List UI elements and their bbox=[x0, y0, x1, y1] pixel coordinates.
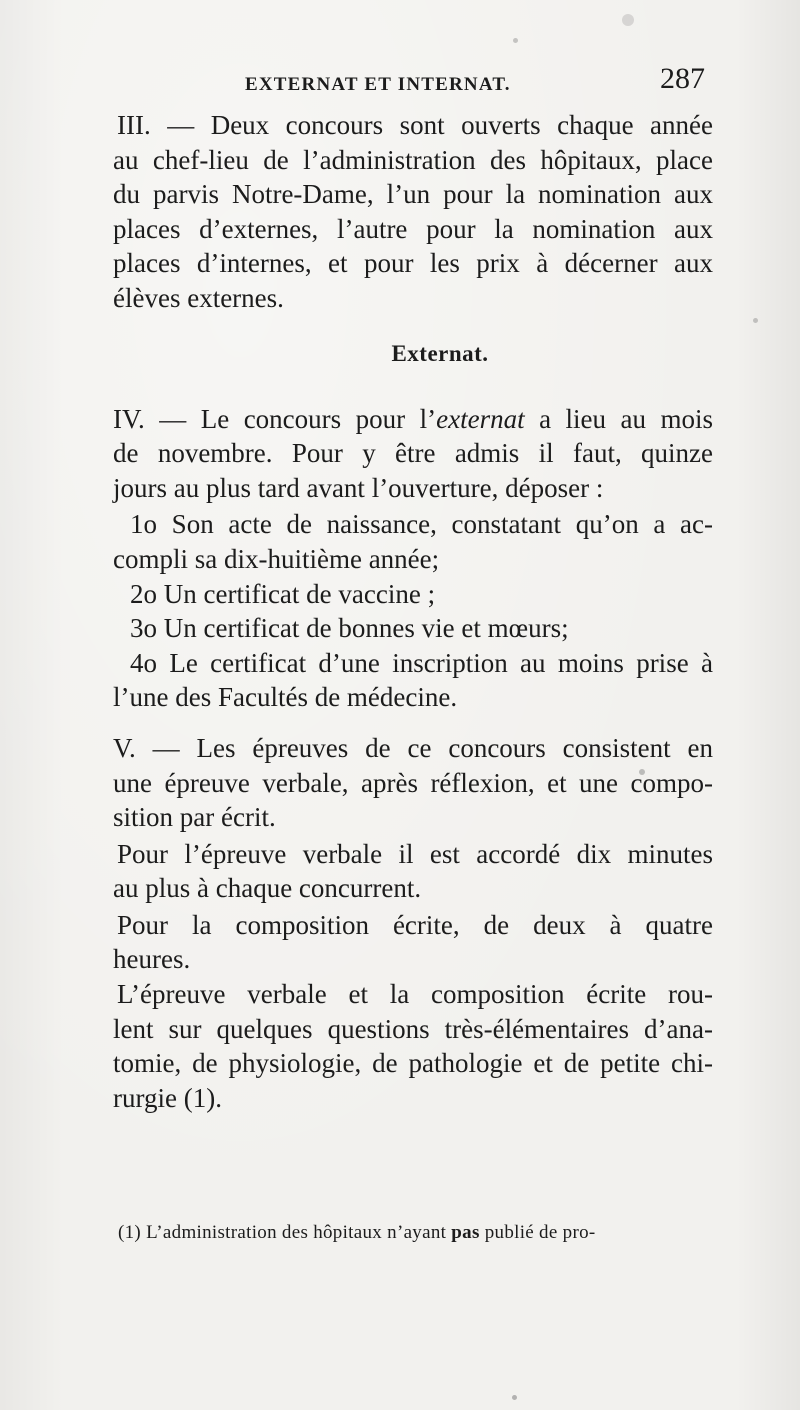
text-run: a lieu au mois bbox=[524, 403, 714, 434]
text-line: Pour la composition écrite, de deux à quatre bbox=[117, 909, 713, 940]
text-line: une épreuve verbale, après réflexion, et une compo- bbox=[113, 767, 713, 798]
ink-speck bbox=[753, 318, 758, 323]
text-line: heures. bbox=[113, 944, 191, 975]
text-line: rurgie (1). bbox=[113, 1082, 222, 1113]
text-line: places d’internes, et pour les prix à décerner aux bbox=[113, 248, 713, 279]
list-item: 3o Un certificat de bonnes vie et mœurs; bbox=[130, 613, 569, 644]
footnote-text-bold: pas bbox=[451, 1222, 480, 1243]
section-heading: Externat. bbox=[391, 340, 489, 366]
list-item-continued: compli sa dix-huitième année; bbox=[113, 543, 440, 574]
text-line: Pour l’épreuve verbale il est accordé dix minutes bbox=[117, 838, 713, 869]
text-line: V. — Les épreuves de ce concours consistent en bbox=[113, 732, 713, 763]
ink-speck bbox=[639, 769, 645, 775]
page-header bbox=[113, 62, 713, 102]
text-line: au chef-lieu de l’administration des hôpitaux, place bbox=[113, 144, 713, 175]
text-line: lent sur quelques questions très-élémentaires d’ana- bbox=[113, 1013, 713, 1044]
text-line: L’épreuve verbale et la composition écrite rou- bbox=[117, 979, 713, 1010]
footnote-text: L’administration des hôpitaux n’ayant bbox=[146, 1222, 447, 1243]
text-line: places d’externes, l’autre pour la nomination aux bbox=[113, 213, 713, 244]
running-head: EXTERNAT ET INTERNAT. bbox=[245, 74, 511, 95]
text-line bbox=[113, 402, 713, 437]
footnote-text-end: publié de pro- bbox=[484, 1222, 596, 1243]
text-line: tomie, de physiologie, de pathologie et de petite chi- bbox=[113, 1048, 713, 1079]
text-line: III. — Deux concours sont ouverts chaque année bbox=[117, 110, 713, 140]
text-line: jours au plus tard avant l’ouverture, déposer : bbox=[113, 472, 604, 503]
ink-speck bbox=[512, 1395, 517, 1400]
page-number: 287 bbox=[660, 62, 705, 95]
body-text bbox=[113, 108, 713, 1115]
text-line: élèves externes. bbox=[113, 282, 284, 313]
list-item: 2o Un certificat de vaccine ; bbox=[130, 578, 436, 609]
ink-speck bbox=[513, 38, 518, 43]
text-run: IV. — Le concours pour l’ bbox=[113, 403, 437, 434]
list-item: 1o Son acte de naissance, constatant qu’on a ac- bbox=[130, 509, 713, 540]
footnote bbox=[118, 1222, 718, 1244]
list-item: 4o Le certificat d’une inscription au moins prise à bbox=[130, 647, 713, 678]
text-line: du parvis Notre-Dame, l’un pour la nomination aux bbox=[113, 179, 713, 210]
footnote-marker: (1) bbox=[118, 1222, 142, 1243]
text-line: au plus à chaque concurrent. bbox=[113, 873, 422, 904]
text-line: de novembre. Pour y être admis il faut, quinze bbox=[113, 438, 713, 469]
list-item-continued: l’une des Facultés de médecine. bbox=[113, 682, 458, 713]
text-line: sition par écrit. bbox=[113, 802, 276, 833]
ink-speck bbox=[622, 14, 634, 26]
italic-term: externat bbox=[436, 403, 525, 434]
